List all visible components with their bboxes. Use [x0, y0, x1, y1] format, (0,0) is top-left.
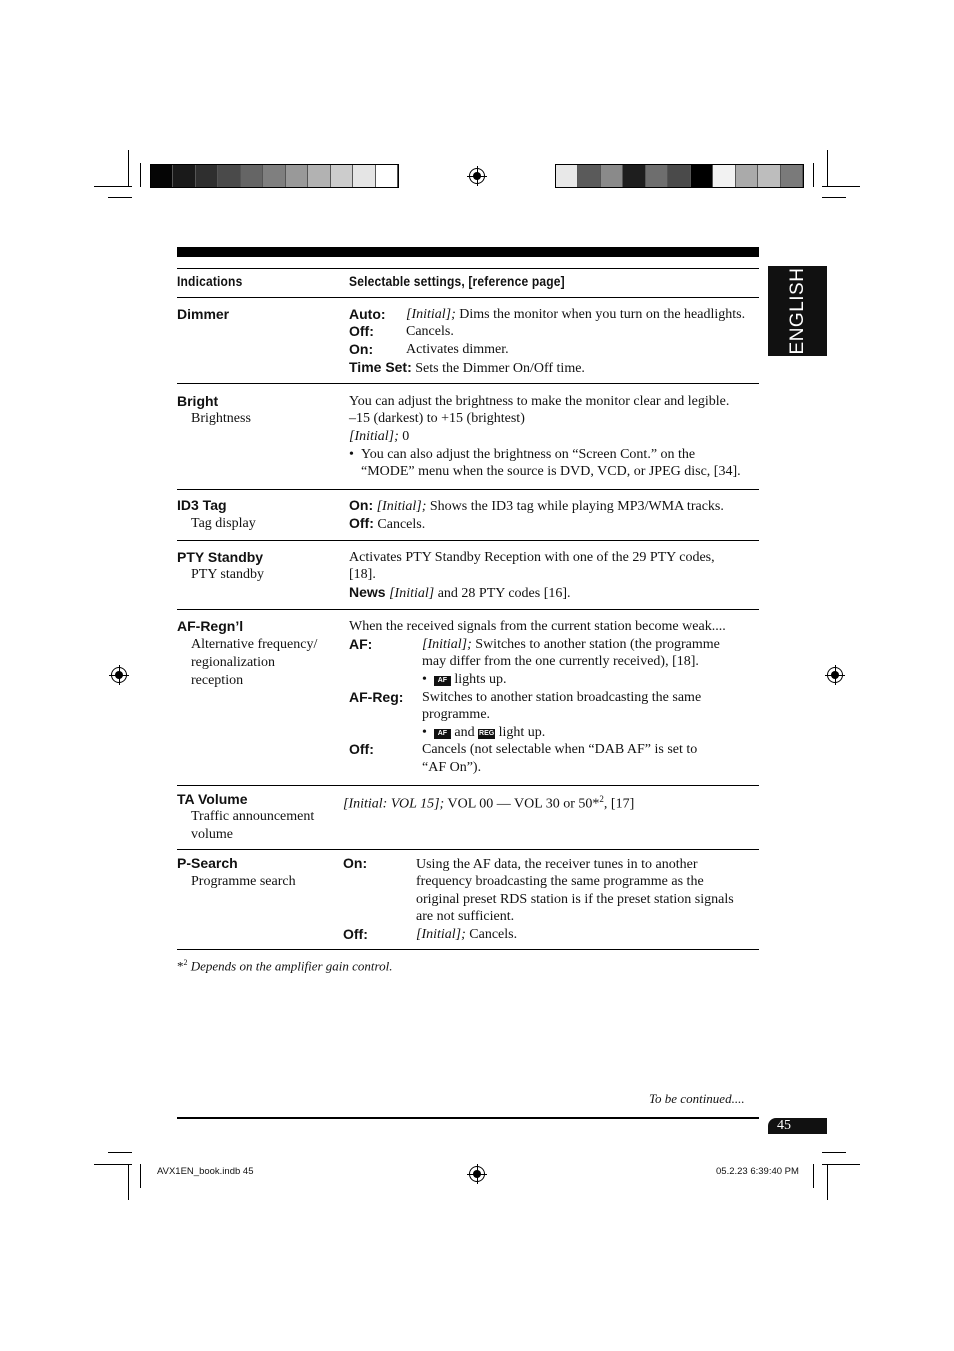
- row-subtitle: Programme search: [191, 874, 296, 889]
- table-top-band: [177, 247, 759, 257]
- table-rule: [177, 268, 759, 269]
- calibration-swatch: [308, 165, 330, 187]
- option-text: original preset RDS station is if the preset station signals: [416, 892, 734, 907]
- row-text: When the received signals from the current station become weak....: [349, 619, 726, 634]
- calibration-swatch: [646, 165, 668, 187]
- row-subtitle: Brightness: [191, 411, 251, 426]
- calibration-swatch: [173, 165, 195, 187]
- option-text: Cancels.: [406, 324, 454, 339]
- table-rule: [177, 297, 759, 298]
- row-text: –15 (darkest) to +15 (brightest): [349, 411, 525, 426]
- option-text: programme.: [422, 707, 491, 722]
- option-text: Switches to another station (the programme: [475, 637, 720, 652]
- print-date-info: 05.2.23 6:39:40 PM: [716, 1166, 799, 1177]
- footnote: [177, 954, 392, 975]
- option-label: Off:: [343, 926, 368, 942]
- row-text: Activates PTY Standby Reception with one of the 29 PTY codes,: [349, 550, 715, 565]
- initial-marker: [Initial];: [416, 927, 466, 942]
- footnote-sup: 2: [183, 958, 188, 967]
- calibration-swatch: [578, 165, 600, 187]
- option-label: Auto:: [349, 306, 386, 322]
- calibration-swatch: [713, 165, 735, 187]
- table-rule: [177, 849, 759, 850]
- option-label: Off:: [349, 515, 374, 531]
- option-text: Cancels (not selectable when “DAB AF” is set to: [422, 742, 698, 757]
- page-number: 45: [777, 1118, 791, 1133]
- registration-mark-top-icon: [469, 168, 485, 184]
- bullet: •: [349, 447, 354, 462]
- reg-indicator-icon: REG: [479, 730, 495, 737]
- initial-value: 0: [402, 429, 410, 444]
- calibration-swatch: [556, 165, 578, 187]
- option-label: News: [349, 584, 386, 600]
- calibration-swatch: [758, 165, 780, 187]
- row-title: Dimmer: [177, 306, 230, 322]
- calibration-swatch: [601, 165, 623, 187]
- calibration-swatch: [331, 165, 353, 187]
- row-title: P-Search: [177, 855, 238, 871]
- initial-marker: [Initial]: [389, 586, 435, 601]
- row-note: You can also adjust the brightness on “Screen Cont.” on the: [361, 447, 696, 462]
- row-text: You can adjust the brightness to make the monitor clear and legible.: [349, 394, 730, 409]
- color-calibration-bar-left: [150, 164, 399, 188]
- row-title: Bright: [177, 393, 219, 409]
- option-text: and 28 PTY codes [16].: [437, 586, 571, 601]
- language-tab-label: ENGLISH: [786, 267, 808, 355]
- option-label: AF-Reg:: [349, 689, 404, 705]
- row-note: “MODE” menu when the source is DVD, VCD, or JPEG disc, [34].: [361, 464, 741, 479]
- row-subtitle: Alternative frequency/: [191, 637, 318, 652]
- option-label: Off:: [349, 741, 374, 757]
- table-rule: [177, 609, 759, 610]
- continued-note: To be continued....: [649, 1091, 745, 1106]
- footnote-ref: 2: [599, 794, 604, 804]
- footnote-text: Depends on the amplifier gain control.: [190, 958, 393, 974]
- initial-marker: [Initial: VOL 15];: [343, 796, 445, 812]
- bullet: •: [422, 725, 427, 740]
- calibration-swatch: [353, 165, 375, 187]
- registration-mark-left-icon: [111, 667, 127, 683]
- row-subtitle: Traffic announcement: [191, 809, 315, 824]
- row-text: [18].: [349, 567, 376, 582]
- option-text: Switches to another station broadcasting the same: [422, 690, 702, 705]
- table-rule: [177, 489, 759, 490]
- calibration-swatch: [263, 165, 285, 187]
- calibration-swatch: [623, 165, 645, 187]
- row-title: AF-Regn’l: [177, 618, 244, 634]
- table-rule: [177, 540, 759, 541]
- row-subtitle: reception: [191, 673, 244, 688]
- row-title: PTY Standby: [177, 549, 264, 565]
- registration-mark-right-icon: [827, 667, 843, 683]
- calibration-swatch: [736, 165, 758, 187]
- initial-marker: [Initial];: [349, 429, 399, 444]
- option-label: Time Set:: [349, 359, 412, 375]
- row-subtitle: regionalization: [191, 655, 275, 670]
- option-label: On:: [349, 341, 374, 357]
- option-text: Activates dimmer.: [406, 342, 509, 357]
- bullet: •: [422, 672, 427, 687]
- option-label: On:: [349, 497, 374, 513]
- registration-mark-bottom-icon: [469, 1166, 485, 1182]
- calibration-swatch: [668, 165, 690, 187]
- page-number-tab: [768, 1118, 827, 1134]
- option-text: Sets the Dimmer On/Off time.: [415, 361, 585, 376]
- option-label: AF:: [349, 636, 373, 652]
- calibration-swatch: [196, 165, 218, 187]
- row-subtitle: PTY standby: [191, 567, 264, 582]
- option-text: light up.: [498, 725, 546, 740]
- table-rule: [177, 785, 759, 786]
- print-file-info: AVX1EN_book.indb 45: [157, 1166, 254, 1177]
- af-indicator-icon: AF: [434, 729, 451, 739]
- footnote-mark: *: [177, 958, 184, 974]
- option-label: Off:: [349, 323, 374, 339]
- color-calibration-bar-right: [555, 164, 804, 188]
- initial-marker: [Initial];: [406, 307, 456, 322]
- header-indications: Indications: [177, 273, 243, 289]
- table-rule: [177, 949, 759, 950]
- language-tab: [768, 266, 827, 356]
- table-rule: [177, 383, 759, 384]
- option-text: are not sufficient.: [416, 909, 515, 924]
- row-subtitle: volume: [191, 827, 233, 842]
- initial-marker: [Initial];: [422, 637, 472, 652]
- af-indicator-icon: AF: [434, 676, 451, 686]
- option-text: Shows the ID3 tag while playing MP3/WMA tracks.: [429, 499, 724, 514]
- row-text: VOL 00 — VOL 30 or 50*: [447, 796, 600, 812]
- calibration-swatch: [376, 165, 398, 187]
- option-text: “AF On”).: [422, 760, 482, 775]
- row-title: ID3 Tag: [177, 497, 227, 513]
- option-text: Dims the monitor when you turn on the headlights.: [459, 307, 746, 322]
- option-text: may differ from the one currently received), [18].: [422, 654, 699, 669]
- option-text: Cancels.: [377, 517, 426, 532]
- calibration-swatch: [691, 165, 713, 187]
- calibration-swatch: [151, 165, 173, 187]
- option-text: and: [454, 725, 475, 740]
- option-text: Using the AF data, the receiver tunes in to another: [416, 857, 698, 872]
- option-label: On:: [343, 855, 368, 871]
- row-title: TA Volume: [177, 791, 248, 807]
- calibration-swatch: [286, 165, 308, 187]
- option-text: Cancels.: [469, 927, 518, 942]
- initial-marker: [Initial];: [376, 499, 427, 514]
- footer-rule: [177, 1117, 759, 1119]
- calibration-swatch: [218, 165, 240, 187]
- row-text: , [17]: [603, 796, 635, 812]
- option-text: frequency broadcasting the same programme as the: [416, 874, 704, 889]
- header-settings: Selectable settings, [reference page]: [349, 273, 565, 289]
- calibration-swatch: [781, 165, 803, 187]
- row-subtitle: Tag display: [191, 516, 256, 531]
- calibration-swatch: [241, 165, 263, 187]
- option-text: lights up.: [454, 672, 507, 687]
